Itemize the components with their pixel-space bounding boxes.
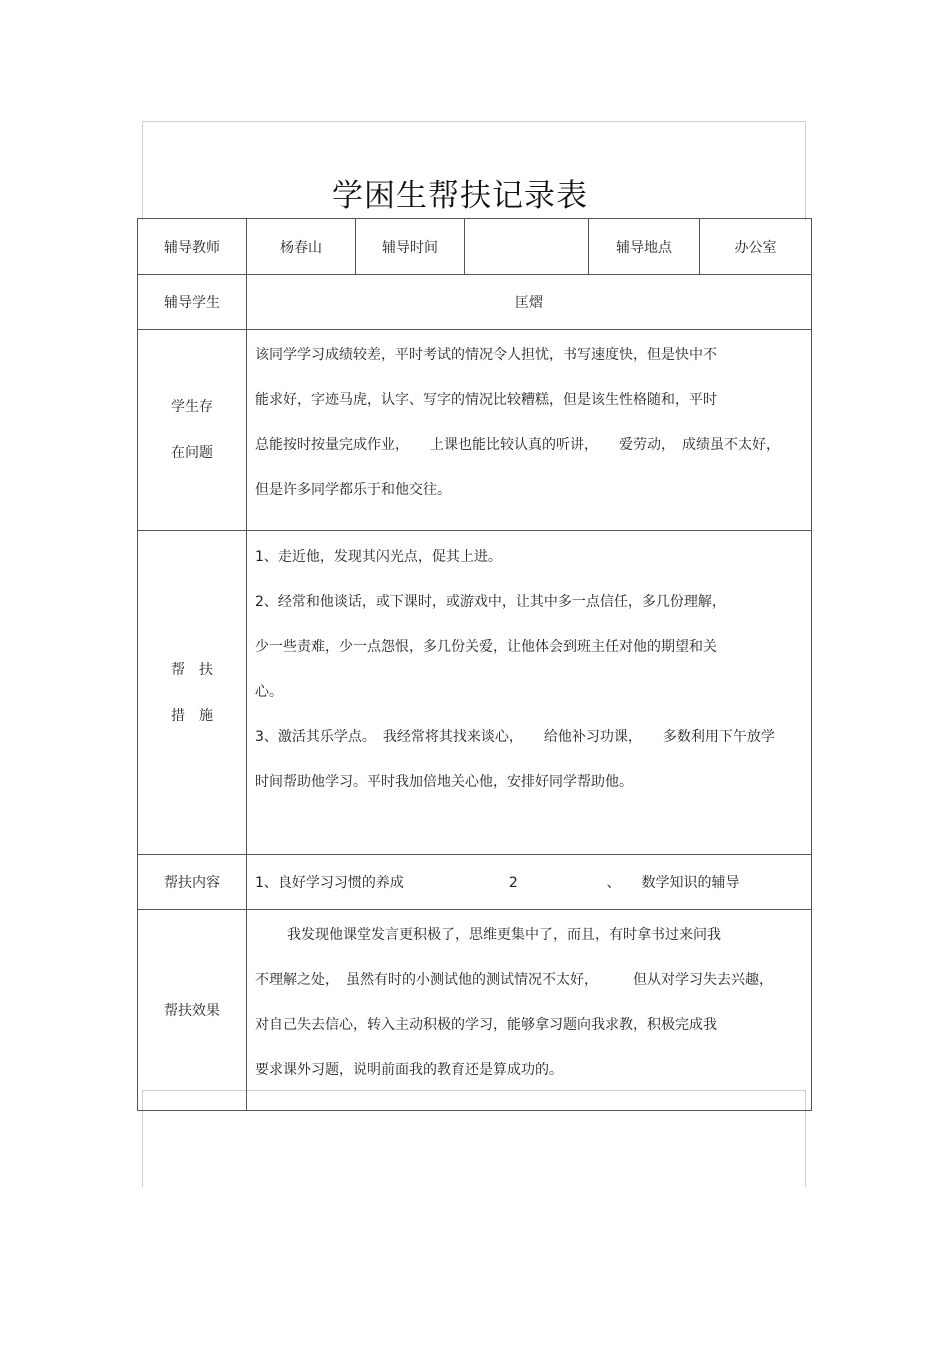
content-text [247,855,812,910]
effect-line: 不理解之处， 虽然有时的小测试他的测试情况不太好， 但从对学习失去兴趣， [255,972,773,988]
problems-label-line-1: 学生存 [171,399,213,415]
measures-row [138,531,812,855]
problems-line: 能求好，字迹马虎，认字、写字的情况比较糟糕，但是该生性格随和，平时 [255,392,717,408]
measures-line: 心。 [255,684,283,700]
content-label: 帮扶内容 [138,855,247,910]
place-label: 辅导地点 [589,219,700,275]
effect-text [247,910,812,1111]
measures-line: 2、经常和他谈话，或下课时，或游戏中，让其中多一点信任，多几份理解， [255,594,726,610]
teacher-value: 杨春山 [247,219,356,275]
time-value [465,219,589,275]
measures-label-line-2: 措 施 [171,707,213,724]
problems-line: 总能按时按量完成作业， 上课也能比较认真的听讲， 爱劳动， 成绩虽不太好， [255,437,780,453]
problems-text [247,330,812,531]
record-table [137,218,812,1111]
content-item-2-separator: 、 [606,875,621,891]
effect-line: 我发现他课堂发言更积极了，思维更集中了，而且，有时拿书过来问我 [287,927,721,943]
effect-row [138,910,812,1111]
measures-line: 1、走近他，发现其闪光点，促其上进。 [255,549,502,565]
measures-line: 3、激活其乐学点。 我经常将其找来谈心， 给他补习功课， 多数利用下午放学 [255,729,775,745]
measures-label [138,531,247,855]
content-item-2: 数学知识的辅导 [641,875,740,891]
effect-line: 要求课外习题，说明前面我的教育还是算成功的。 [255,1062,563,1078]
problems-label-line-2: 在问题 [171,445,213,461]
student-name: 匡熠 [247,275,812,330]
measures-line: 时间帮助他学习。平时我加倍地关心他，安排好同学帮助他。 [255,774,633,790]
problems-line: 但是许多同学都乐于和他交往。 [255,482,451,498]
teacher-label: 辅导教师 [138,219,247,275]
content-item-2-number: 2 [508,875,518,891]
measures-text [247,531,812,855]
content-row [138,855,812,910]
student-label: 辅导学生 [138,275,247,330]
problems-label [138,330,247,531]
measures-label-line-1: 帮 扶 [171,661,213,678]
problems-row [138,330,812,531]
place-value: 办公室 [700,219,812,275]
content-item-1: 1、良好学习习惯的养成 [255,875,404,891]
effect-line: 对自己失去信心，转入主动积极的学习，能够拿习题向我求教，积极完成我 [255,1017,717,1033]
student-row [138,275,812,330]
problems-line: 该同学学习成绩较差，平时考试的情况令人担忧，书写速度快，但是快中不 [255,347,717,363]
time-label: 辅导时间 [356,219,465,275]
page-title: 学困生帮扶记录表 [332,178,588,214]
measures-line: 少一些责难，少一点怨恨，多几份关爱，让他体会到班主任对他的期望和关 [255,639,717,655]
effect-label: 帮扶效果 [138,910,247,1111]
info-row [138,219,812,275]
